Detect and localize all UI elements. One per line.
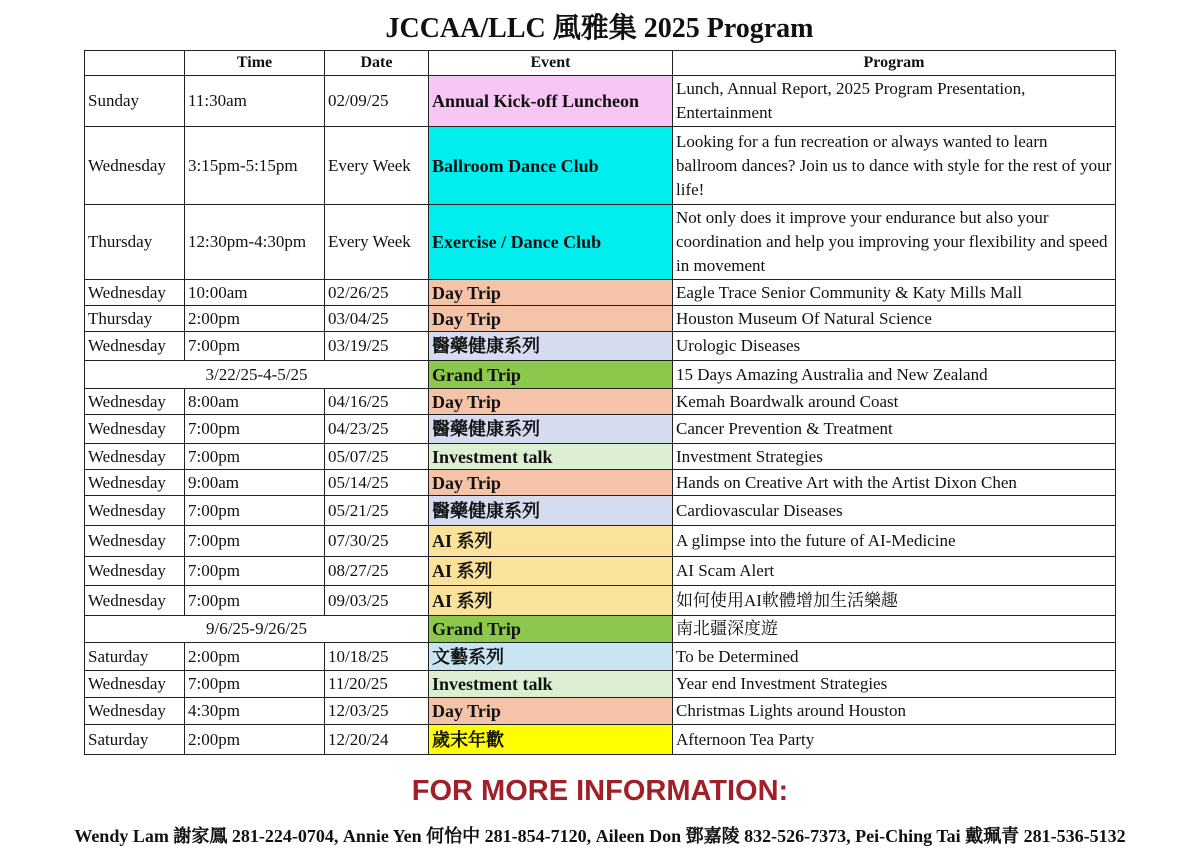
time-cell: 3:15pm-5:15pm bbox=[185, 127, 325, 205]
header-day bbox=[85, 51, 185, 76]
date-cell: 11/20/25 bbox=[325, 671, 429, 698]
day-cell: Wednesday bbox=[85, 470, 185, 496]
event-cell: Day Trip bbox=[429, 306, 673, 332]
program-cell: Eagle Trace Senior Community & Katy Mills Mall bbox=[673, 280, 1116, 306]
table-row bbox=[85, 444, 1116, 470]
table-row bbox=[85, 557, 1116, 586]
table-row bbox=[85, 389, 1116, 415]
event-cell: Grand Trip bbox=[429, 616, 673, 643]
program-cell: Not only does it improve your endurance but also your coordination and help you improving your flexibility and speed in movement bbox=[673, 205, 1116, 280]
page-title: JCCAA/LLC 風雅集 2025 Program bbox=[385, 13, 814, 44]
time-cell: 9:00am bbox=[185, 470, 325, 496]
program-cell: 如何使用AI軟體增加生活樂趣 bbox=[673, 586, 1116, 616]
table-row bbox=[85, 332, 1116, 361]
time-cell: 11:30am bbox=[185, 76, 325, 127]
day-cell: Wednesday bbox=[85, 496, 185, 526]
table-row bbox=[85, 496, 1116, 526]
date-cell: 05/07/25 bbox=[325, 444, 429, 470]
day-cell: Wednesday bbox=[85, 415, 185, 444]
date-cell: 08/27/25 bbox=[325, 557, 429, 586]
program-cell: AI Scam Alert bbox=[673, 557, 1116, 586]
day-cell: Thursday bbox=[85, 205, 185, 280]
date-cell: 05/14/25 bbox=[325, 470, 429, 496]
table-row bbox=[85, 306, 1116, 332]
contact-line: Wendy Lam 謝家鳳 281-224-0704, Annie Yen 何怡中 281-854-7120, Aileen Don 鄧嘉陵 832-526-7373, Pei-Ching Tai 戴珮青 281-536-5132 bbox=[74, 826, 1126, 846]
date-cell: 04/16/25 bbox=[325, 389, 429, 415]
day-cell: Wednesday bbox=[85, 332, 185, 361]
time-cell: 8:00am bbox=[185, 389, 325, 415]
header-time: Time bbox=[185, 51, 325, 76]
table-row bbox=[85, 470, 1116, 496]
table-row bbox=[85, 671, 1116, 698]
program-cell: Cancer Prevention & Treatment bbox=[673, 415, 1116, 444]
program-cell: To be Determined bbox=[673, 643, 1116, 671]
table-header-row bbox=[85, 51, 1116, 76]
day-cell: Wednesday bbox=[85, 557, 185, 586]
table-row bbox=[85, 643, 1116, 671]
program-cell: Investment Strategies bbox=[673, 444, 1116, 470]
date-range-cell: 9/6/25-9/26/25 bbox=[85, 616, 429, 643]
program-cell: 南北疆深度遊 bbox=[673, 616, 1116, 643]
event-cell: Annual Kick-off Luncheon bbox=[429, 76, 673, 127]
table-row bbox=[85, 127, 1116, 205]
event-cell: AI 系列 bbox=[429, 586, 673, 616]
event-cell: Day Trip bbox=[429, 280, 673, 306]
event-cell: 文藝系列 bbox=[429, 643, 673, 671]
event-cell: Exercise / Dance Club bbox=[429, 205, 673, 280]
day-cell: Sunday bbox=[85, 76, 185, 127]
event-cell: 醫藥健康系列 bbox=[429, 415, 673, 444]
table-row bbox=[85, 361, 1116, 389]
day-cell: Saturday bbox=[85, 725, 185, 755]
date-cell: 05/21/25 bbox=[325, 496, 429, 526]
event-cell: Day Trip bbox=[429, 389, 673, 415]
info-heading: FOR MORE INFORMATION: bbox=[411, 775, 789, 807]
table-row bbox=[85, 616, 1116, 643]
day-cell: Wednesday bbox=[85, 280, 185, 306]
header-event: Event bbox=[429, 51, 673, 76]
event-cell: Investment talk bbox=[429, 671, 673, 698]
program-cell: Christmas Lights around Houston bbox=[673, 698, 1116, 725]
date-cell: 02/09/25 bbox=[325, 76, 429, 127]
time-cell: 2:00pm bbox=[185, 306, 325, 332]
event-cell: 歲末年歡 bbox=[429, 725, 673, 755]
date-cell: Every Week bbox=[325, 127, 429, 205]
table-row bbox=[85, 725, 1116, 755]
program-cell: Houston Museum Of Natural Science bbox=[673, 306, 1116, 332]
header-date: Date bbox=[325, 51, 429, 76]
event-cell: 醫藥健康系列 bbox=[429, 332, 673, 361]
time-cell: 2:00pm bbox=[185, 643, 325, 671]
header-program: Program bbox=[673, 51, 1116, 76]
event-cell: Ballroom Dance Club bbox=[429, 127, 673, 205]
program-cell: Hands on Creative Art with the Artist Dixon Chen bbox=[673, 470, 1116, 496]
event-cell: AI 系列 bbox=[429, 526, 673, 557]
time-cell: 7:00pm bbox=[185, 415, 325, 444]
event-cell: Day Trip bbox=[429, 698, 673, 725]
day-cell: Wednesday bbox=[85, 698, 185, 725]
event-cell: Grand Trip bbox=[429, 361, 673, 389]
day-cell: Wednesday bbox=[85, 389, 185, 415]
date-cell: 03/04/25 bbox=[325, 306, 429, 332]
date-cell: 02/26/25 bbox=[325, 280, 429, 306]
day-cell: Saturday bbox=[85, 643, 185, 671]
time-cell: 7:00pm bbox=[185, 557, 325, 586]
date-cell: 12/03/25 bbox=[325, 698, 429, 725]
event-cell: Day Trip bbox=[429, 470, 673, 496]
day-cell: Wednesday bbox=[85, 444, 185, 470]
date-range-cell: 3/22/25-4-5/25 bbox=[85, 361, 429, 389]
day-cell: Wednesday bbox=[85, 671, 185, 698]
date-cell: Every Week bbox=[325, 205, 429, 280]
date-cell: 04/23/25 bbox=[325, 415, 429, 444]
date-cell: 10/18/25 bbox=[325, 643, 429, 671]
time-cell: 10:00am bbox=[185, 280, 325, 306]
day-cell: Wednesday bbox=[85, 127, 185, 205]
date-cell: 07/30/25 bbox=[325, 526, 429, 557]
time-cell: 7:00pm bbox=[185, 496, 325, 526]
date-cell: 03/19/25 bbox=[325, 332, 429, 361]
table-row bbox=[85, 205, 1116, 280]
time-cell: 7:00pm bbox=[185, 444, 325, 470]
event-cell: AI 系列 bbox=[429, 557, 673, 586]
time-cell: 7:00pm bbox=[185, 671, 325, 698]
program-table bbox=[84, 50, 1116, 755]
program-cell: Looking for a fun recreation or always wanted to learn ballroom dances? Join us to dance with style for the rest of your life! bbox=[673, 127, 1116, 205]
time-cell: 7:00pm bbox=[185, 586, 325, 616]
table-row bbox=[85, 586, 1116, 616]
program-cell: Year end Investment Strategies bbox=[673, 671, 1116, 698]
time-cell: 7:00pm bbox=[185, 526, 325, 557]
event-cell: 醫藥健康系列 bbox=[429, 496, 673, 526]
date-cell: 12/20/24 bbox=[325, 725, 429, 755]
day-cell: Wednesday bbox=[85, 526, 185, 557]
program-cell: Urologic Diseases bbox=[673, 332, 1116, 361]
day-cell: Wednesday bbox=[85, 586, 185, 616]
program-cell: A glimpse into the future of AI-Medicine bbox=[673, 526, 1116, 557]
time-cell: 12:30pm-4:30pm bbox=[185, 205, 325, 280]
time-cell: 2:00pm bbox=[185, 725, 325, 755]
program-cell: Cardiovascular Diseases bbox=[673, 496, 1116, 526]
time-cell: 4:30pm bbox=[185, 698, 325, 725]
table-row bbox=[85, 280, 1116, 306]
program-cell: Lunch, Annual Report, 2025 Program Presentation, Entertainment bbox=[673, 76, 1116, 127]
table-row bbox=[85, 415, 1116, 444]
event-cell: Investment talk bbox=[429, 444, 673, 470]
table-row bbox=[85, 526, 1116, 557]
program-cell: 15 Days Amazing Australia and New Zealand bbox=[673, 361, 1116, 389]
day-cell: Thursday bbox=[85, 306, 185, 332]
program-cell: Kemah Boardwalk around Coast bbox=[673, 389, 1116, 415]
program-cell: Afternoon Tea Party bbox=[673, 725, 1116, 755]
table-row bbox=[85, 76, 1116, 127]
date-cell: 09/03/25 bbox=[325, 586, 429, 616]
table-row bbox=[85, 698, 1116, 725]
time-cell: 7:00pm bbox=[185, 332, 325, 361]
